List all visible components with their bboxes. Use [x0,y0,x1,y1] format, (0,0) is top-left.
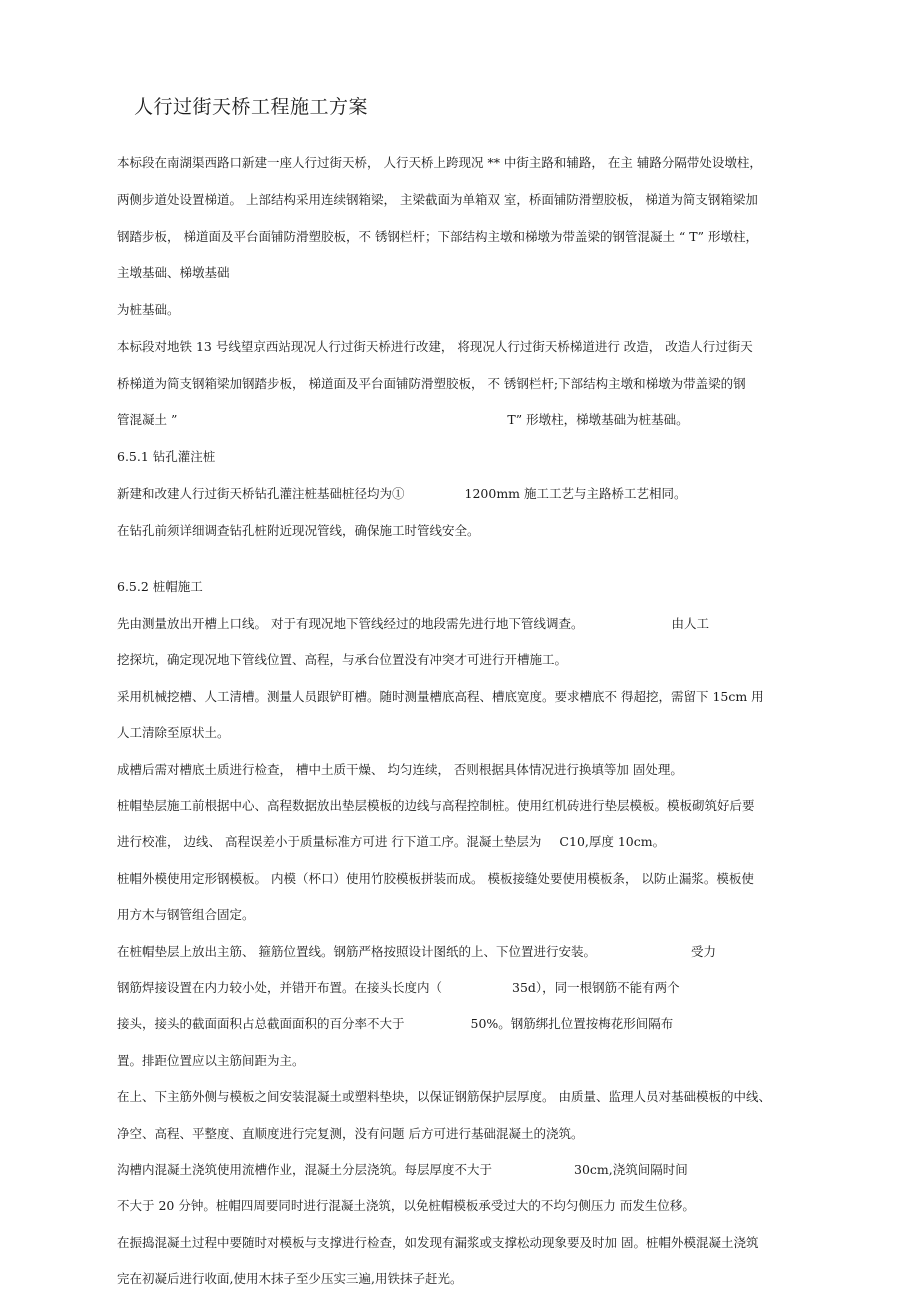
paragraph-line [117,1016,673,1032]
paragraph-line: 用方木与钢管组合固定。 [117,907,255,922]
text-fragment: 钢筋焊接设置在内力较小处，并错开布置。在接头长度内（ [117,980,443,995]
paragraph-line: 钢踏步板， 梯道面及平台面铺防滑塑胶板，不 锈钢栏杆；下部结构主墩和梯墩为带盖梁的钢管混凝土 “ T” 形墩柱， [117,229,758,244]
paragraph-line [117,1162,688,1178]
paragraph-line: 两侧步道处设置梯道。 上部结构采用连续钢箱梁， 主梁截面为单箱双 室，桥面铺防滑塑胶板， 梯道为简支钢箱梁加 [117,192,758,207]
paragraph-line: 在振捣混凝土过程中要随时对模板与支撑进行检查，如发现有漏浆或支撑松动现象要及时加 固。桩帽外模混凝土浇筑 [117,1235,759,1250]
paragraph-line: 桩帽垫层施工前根据中心、高程数据放出垫层模板的边线与高程控制桩。使用红机砖进行垫层模板。模板砌筑好后要 [117,798,755,813]
paragraph-line [117,412,689,428]
paragraph-line: 本标段对地铁 13 号线望京西站现况人行过街天桥进行改建， 将现况人行过街天桥梯道进行 改造， 改造人行过街天 [117,339,753,354]
text-fragment: 在桩帽垫层上放出主筋、 箍筋位置线。钢筋严格按照设计图纸的上、下位置进行安装。 [117,944,596,959]
paragraph-line [117,980,680,996]
section-heading-6-5-1: 6.5.1 钻孔灌注桩 [117,449,216,464]
paragraph-line: 在钻孔前须详细调查钻孔桩附近现况管线，确保施工时管线安全。 [117,523,480,538]
paragraph-line: 桥梯道为简支钢箱梁加钢踏步板， 梯道面及平台面铺防滑塑胶板， 不 锈钢栏杆;下部结构主墩和梯墩为带盖梁的钢 [117,376,746,391]
paragraph-line [117,486,687,502]
text-fragment: T” 形墩柱，梯墩基础为桩基础。 [507,412,689,427]
text-fragment: 进行校准， 边线、 高程误差小于质量标准方可进 行下道工序。混凝土垫层为 [117,834,542,849]
text-fragment: 管混凝土 ” [117,412,178,427]
paragraph-line: 本标段在南湖渠西路口新建一座人行过街天桥， 人行天桥上跨现况 ** 中街主路和辅路， 在主 辅路分隔带处设墩柱， [117,155,762,170]
text-fragment: 沟槽内混凝土浇筑使用流槽作业，混凝土分层浇筑。每层厚度不大于 [117,1162,493,1177]
paragraph-line: 采用机械挖槽、人工清槽。测量人员跟铲盯槽。随时测量槽底高程、槽底宽度。要求槽底不 得超挖，需留下 15cm 用 [117,689,764,704]
text-fragment: 由人工 [671,616,709,631]
paragraph-line [117,834,665,850]
text-fragment: 50%。钢筋绑扎位置按梅花形间隔布 [470,1016,674,1031]
paragraph-line: 为桩基础。 [117,302,180,317]
paragraph-line [117,616,709,632]
paragraph-line: 主墩基础、梯墩基础 [117,265,230,280]
text-fragment: 35d），同一根钢筋不能有两个 [512,980,680,995]
text-fragment: C10,厚度 10cm。 [559,834,666,849]
paragraph-line: 完在初凝后进行收面,使用木抹子至少压实三遍,用铁抹子赶光。 [117,1271,463,1286]
text-fragment: 30cm,浇筑间隔时间 [574,1162,688,1177]
paragraph-line: 挖探坑，确定现况地下管线位置、高程，与承台位置没有冲突才可进行开槽施工。 [117,652,568,667]
text-fragment: 1200mm 施工工艺与主路桥工艺相同。 [464,486,687,501]
section-heading-6-5-2: 6.5.2 桩帽施工 [117,579,203,594]
page-title: 人行过街天桥工程施工方案 [134,96,369,118]
paragraph-line [117,944,716,960]
paragraph-line: 桩帽外模使用定形钢模板。 内模（杯口）使用竹胶模板拼装而成。 模板接缝处要使用模板条， 以防止漏浆。模板使 [117,871,754,886]
paragraph-line: 人工清除至原状土。 [117,725,230,740]
text-fragment: 受力 [690,944,716,959]
paragraph-line: 在上、下主筋外侧与模板之间安装混凝土或塑料垫块，以保证钢筋保护层厚度。 由质量、监理人员对基础模板的中线、 [117,1089,771,1104]
paragraph-line: 不大于 20 分钟。桩帽四周要同时进行混凝土浇筑，以免桩帽模板承受过大的不均匀侧压力 而发生位移。 [117,1198,695,1213]
text-fragment: 先由测量放出开槽上口线。 对于有现况地下管线经过的地段需先进行地下管线调查。 [117,616,584,631]
paragraph-line: 置。排距位置应以主筋间距为主。 [117,1053,305,1068]
paragraph-line: 净空、高程、平整度、直顺度进行完复测，没有问题 后方可进行基础混凝土的浇筑。 [117,1126,584,1141]
text-fragment: 接头，接头的截面面积占总截面面积的百分率不大于 [117,1016,405,1031]
paragraph-line: 成槽后需对槽底土质进行检查， 槽中土质干燥、 均匀连续， 否则根据具体情况进行换填等加 固处理。 [117,762,683,777]
text-fragment: 新建和改建人行过街天桥钻孔灌注桩基础桩径均为① [117,486,405,501]
